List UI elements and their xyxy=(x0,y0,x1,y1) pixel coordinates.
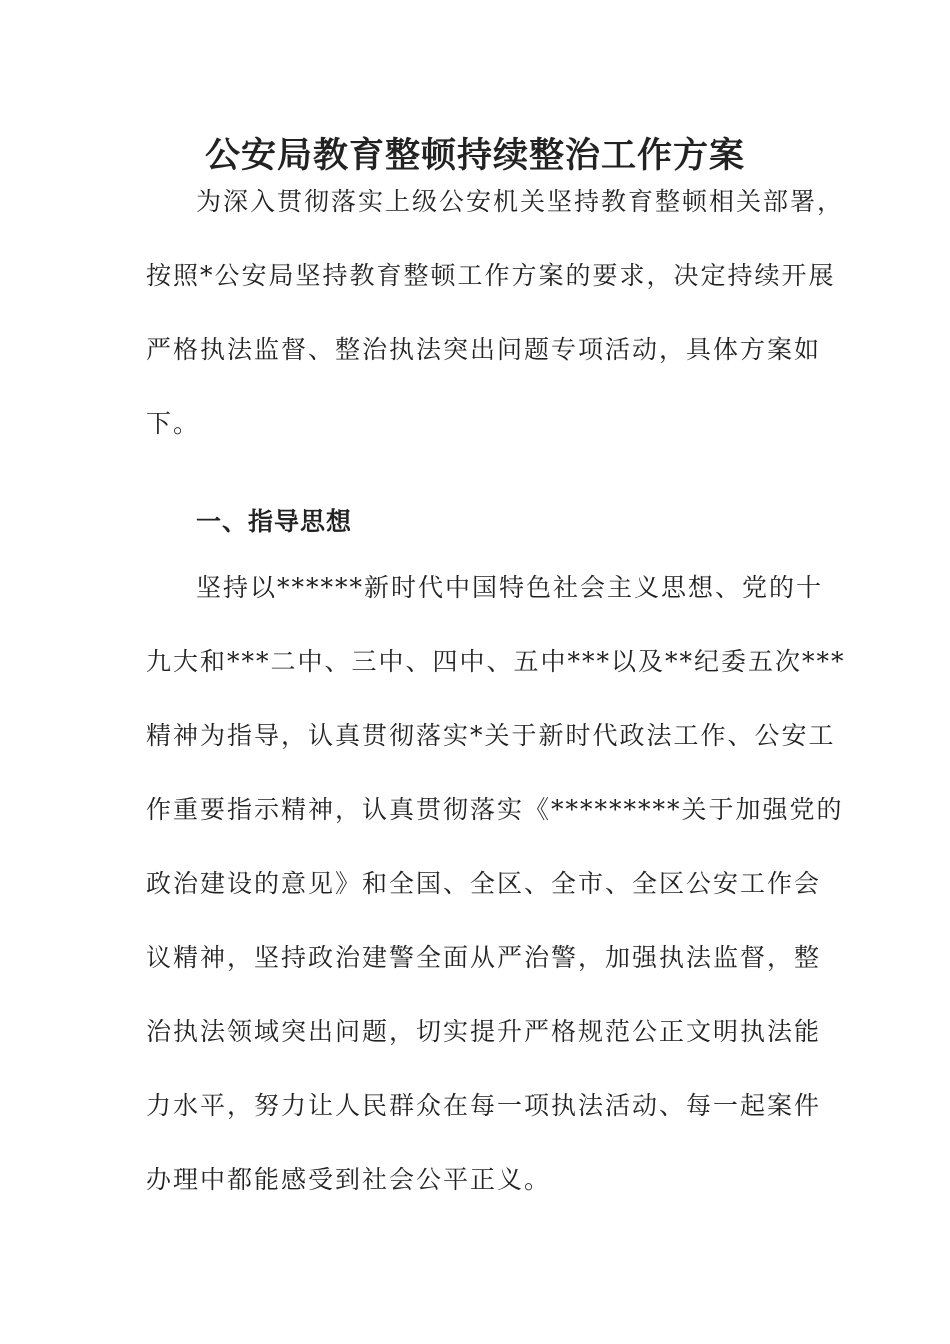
section1-line-5: 政治建设的意见》和全国、全区、全市、全区公安工作会 xyxy=(146,869,822,898)
intro-line-4: 下。 xyxy=(146,409,201,438)
section1-line-4: 作重要指示精神，认真贯彻落实《*********关于加强党的 xyxy=(146,795,844,824)
section1-line-8: 力水平，努力让人民群众在每一项执法活动、每一起案件 xyxy=(146,1091,822,1120)
intro-line-2: 按照*公安局坚持教育整顿工作方案的要求，决定持续开展 xyxy=(146,261,836,290)
section1-line-9: 办理中都能感受到社会公平正义。 xyxy=(146,1165,552,1194)
intro-line-3: 严格执法监督、整治执法突出问题专项活动，具体方案如 xyxy=(146,335,822,364)
section1-line-7: 治执法领域突出问题，切实提升严格规范公正文明执法能 xyxy=(146,1017,822,1046)
section-heading-guiding-thought: 一、指导思想 xyxy=(196,507,353,536)
section1-line-1: 坚持以******新时代中国特色社会主义思想、党的十 xyxy=(196,573,824,602)
document-title: 公安局教育整顿持续整治工作方案 xyxy=(204,136,745,176)
section1-line-6: 议精神，坚持政治建警全面从严治警，加强执法监督，整 xyxy=(146,943,822,972)
section1-line-2: 九大和***二中、三中、四中、五中***以及**纪委五次*** xyxy=(146,647,846,676)
section1-line-3: 精神为指导，认真贯彻落实*关于新时代政法工作、公安工 xyxy=(146,721,836,750)
intro-line-1: 为深入贯彻落实上级公安机关坚持教育整顿相关部署， xyxy=(196,187,845,216)
